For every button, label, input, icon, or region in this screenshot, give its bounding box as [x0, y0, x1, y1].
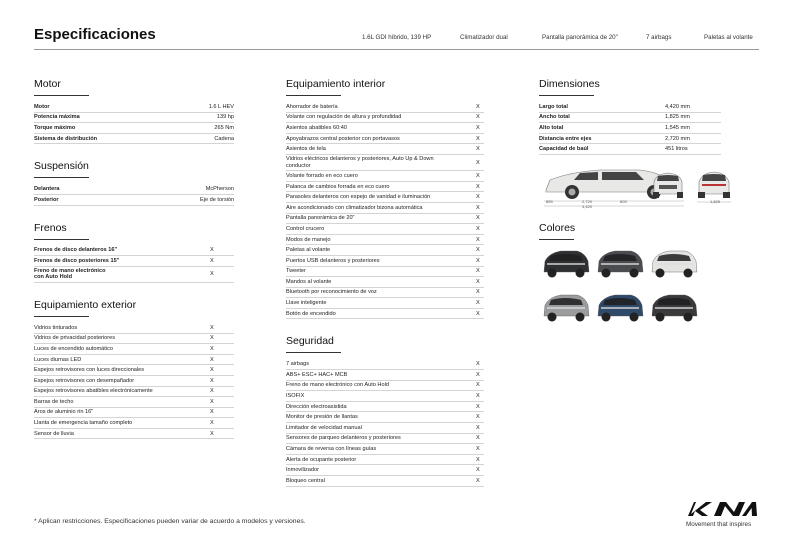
interior-row-value: X — [476, 135, 480, 142]
section-motor — [34, 74, 234, 144]
interior-row-label: Control crucero — [286, 225, 325, 232]
suspension-row-value: Eje de torsión — [200, 196, 235, 203]
interior-row — [286, 256, 484, 267]
seguridad-row-label: Freno de mano electrónico con Auto Hold — [286, 382, 389, 389]
exterior-row-value: X — [210, 377, 214, 384]
interior-row — [286, 134, 484, 145]
seguridad-row — [286, 455, 484, 466]
seguridad-row-label: Alerta de ocupante posterior — [286, 456, 357, 463]
interior-row-label: Llave inteligente — [286, 300, 327, 307]
dimensiones-rows — [539, 102, 721, 155]
seguridad-row-value: X — [476, 467, 480, 474]
seguridad-row — [286, 434, 484, 445]
seguridad-rows — [286, 359, 484, 486]
frenos-row-value: X — [210, 271, 214, 278]
interior-row-value: X — [476, 159, 480, 166]
section-seguridad — [286, 331, 484, 486]
exterior-row — [34, 355, 234, 366]
seguridad-row — [286, 444, 484, 455]
motor-row — [34, 134, 234, 145]
dimensiones-row-label: Capacidad de baúl — [539, 146, 589, 153]
wheelbase-label: 2,720 — [582, 199, 593, 204]
seguridad-row-label: Limitador de velocidad manual — [286, 424, 362, 431]
rear-overhang-label: 805 — [620, 199, 627, 204]
interior-row — [286, 267, 484, 278]
highlight-climate: Climatizador dual — [460, 34, 508, 41]
interior-rows — [286, 102, 484, 319]
exterior-row-value: X — [210, 335, 214, 342]
seguridad-row — [286, 412, 484, 423]
interior-row-value: X — [476, 247, 480, 254]
interior-row — [286, 309, 484, 320]
section-title-suspension: Suspensión — [34, 160, 89, 178]
frenos-row-label: Frenos de disco delanteros 16" — [34, 247, 118, 254]
color-swatch-car — [649, 289, 699, 325]
section-suspension — [34, 156, 234, 205]
tagline: Movement that inspires — [686, 521, 752, 528]
highlight-paddles: Paletas al volante — [704, 34, 753, 41]
exterior-row — [34, 365, 234, 376]
frenos-row-value: X — [210, 257, 214, 264]
interior-row — [286, 171, 484, 182]
interior-row-label: Botón de encendido — [286, 310, 336, 317]
interior-row-value: X — [476, 124, 480, 131]
dimensiones-row — [539, 113, 721, 124]
motor-row — [34, 113, 234, 124]
interior-row-label: Volante forrado en eco cuero — [286, 172, 358, 179]
interior-row-value: X — [476, 268, 480, 275]
exterior-row — [34, 334, 234, 345]
seguridad-row — [286, 370, 484, 381]
seguridad-row-label: ISOFIX — [286, 393, 305, 400]
exterior-row-label: Aros de aluminio rin 16" — [34, 409, 94, 416]
motor-row-label: Motor — [34, 103, 50, 110]
interior-row-label: Bluetooth por reconocimiento de voz — [286, 289, 377, 296]
interior-row — [286, 277, 484, 288]
seguridad-row-value: X — [476, 424, 480, 431]
suspension-row-label: Delantera — [34, 186, 60, 193]
interior-row — [286, 203, 484, 214]
dimensiones-row-value: 1,545 mm — [665, 124, 690, 131]
motor-row-label: Potencia máxima — [34, 114, 80, 121]
exterior-row-label: Luces diurnas LED — [34, 356, 82, 363]
interior-row — [286, 155, 484, 171]
seguridad-row-label: Bloqueo central — [286, 477, 325, 484]
exterior-rows — [34, 323, 234, 440]
section-title-colores: Colores — [539, 222, 574, 240]
frenos-row-label: Freno de mano electrónico con Auto Hold — [34, 267, 106, 281]
motor-row — [34, 123, 234, 134]
exterior-row-label: Vidrios tinturados — [34, 324, 78, 331]
interior-row-label: Tweeter — [286, 268, 306, 275]
frenos-row — [34, 256, 234, 267]
seguridad-row-label: Monitor de presión de llantas — [286, 414, 358, 421]
exterior-row — [34, 429, 234, 440]
section-interior — [286, 74, 484, 319]
interior-row-value: X — [476, 194, 480, 201]
dimensiones-row — [539, 134, 721, 145]
motor-row-label: Torque máximo — [34, 124, 76, 131]
motor-rows — [34, 102, 234, 144]
exterior-row-label: Espejos retrovisores abatibles electrónicamente — [34, 388, 153, 395]
exterior-row-value: X — [210, 409, 214, 416]
exterior-row — [34, 344, 234, 355]
interior-row-label: Asientos de tela — [286, 146, 326, 153]
interior-row-value: X — [476, 310, 480, 317]
section-title-dimensiones: Dimensiones — [539, 78, 594, 96]
interior-row-value: X — [476, 183, 480, 190]
interior-row-label: Modos de manejo — [286, 236, 331, 243]
seguridad-row-label: Sensores de parqueo delanteros y posteriores — [286, 435, 401, 442]
seguridad-row-value: X — [476, 361, 480, 368]
seguridad-row — [286, 476, 484, 487]
interior-row-label: Ahorrador de batería — [286, 103, 338, 110]
total-width-label: 1,825 — [710, 199, 721, 204]
suspension-row-value: McPherson — [205, 186, 234, 193]
seguridad-row-value: X — [476, 477, 480, 484]
dimensiones-row-value: 2,720 mm — [665, 135, 690, 142]
interior-row-value: X — [476, 236, 480, 243]
interior-row-value: X — [476, 289, 480, 296]
color-swatch-car — [541, 245, 591, 281]
footnote: * Aplican restricciones. Especificaciones pueden variar de acuerdo a modelos y versiones. — [34, 518, 306, 525]
page-header — [34, 26, 759, 50]
exterior-row — [34, 418, 234, 429]
frenos-row — [34, 267, 234, 283]
seguridad-row-value: X — [476, 435, 480, 442]
suspension-row — [34, 195, 234, 206]
seguridad-row-value: X — [476, 403, 480, 410]
exterior-row-value: X — [210, 398, 214, 405]
interior-row-label: Pantalla panorámica de 20" — [286, 215, 355, 222]
exterior-row-label: Vidrios de privacidad posteriores — [34, 335, 116, 342]
exterior-row-value: X — [210, 388, 214, 395]
highlight-engine: 1.6L GDI híbrido, 139 HP — [362, 34, 432, 41]
interior-row-value: X — [476, 146, 480, 153]
interior-row — [286, 144, 484, 155]
interior-row — [286, 235, 484, 246]
seguridad-row — [286, 381, 484, 392]
interior-row — [286, 192, 484, 203]
seguridad-row-value: X — [476, 393, 480, 400]
interior-row — [286, 224, 484, 235]
exterior-row-label: Luces de encendido automático — [34, 345, 113, 352]
interior-row — [286, 113, 484, 124]
section-dimensiones — [539, 74, 721, 155]
interior-row-value: X — [476, 172, 480, 179]
seguridad-row-value: X — [476, 382, 480, 389]
section-colores — [539, 218, 574, 246]
dimensiones-row-value: 1,825 mm — [665, 114, 690, 121]
exterior-row-value: X — [210, 430, 214, 437]
highlight-screen: Pantalla panorámica de 20" — [542, 34, 618, 41]
section-title-exterior: Equipamiento exterior — [34, 299, 89, 317]
seguridad-row-label: ABS+ ESC+ HAC+ MCB — [286, 371, 348, 378]
color-swatch-car — [541, 289, 591, 325]
interior-row-label: Paletas al volante — [286, 247, 331, 254]
seguridad-row — [286, 465, 484, 476]
interior-row-label: Puertos USB delanteros y posteriores — [286, 257, 380, 264]
motor-row-value: Cadena — [214, 135, 234, 142]
motor-row-label: Sistema de distribución — [34, 135, 98, 142]
exterior-row-label: Espejos retrovisores con luces direccionales — [34, 367, 145, 374]
front-overhang-label: 855 — [546, 199, 553, 204]
dimensiones-row — [539, 123, 721, 134]
dimensiones-row-value: 4,420 mm — [665, 103, 690, 110]
suspension-row — [34, 184, 234, 195]
seguridad-row-value: X — [476, 371, 480, 378]
page-title: Especificaciones — [34, 26, 156, 43]
section-title-frenos: Frenos — [34, 222, 89, 240]
interior-row-label: Vidrios eléctricos delanteros y posteriores, Auto Up & Down conductor — [286, 155, 434, 169]
section-title-seguridad: Seguridad — [286, 335, 341, 353]
interior-row — [286, 298, 484, 309]
interior-row-label: Apoyabrazos central posterior con portavasos — [286, 135, 400, 142]
seguridad-row — [286, 402, 484, 413]
seguridad-row-label: Dirección electroasistida — [286, 403, 347, 410]
color-swatch-car — [595, 289, 645, 325]
interior-row-value: X — [476, 114, 480, 121]
seguridad-row-label: 7 airbags — [286, 361, 310, 368]
interior-row — [286, 102, 484, 113]
dimensiones-row — [539, 102, 721, 113]
frenos-row-value: X — [210, 247, 214, 254]
exterior-row — [34, 397, 234, 408]
suspension-rows — [34, 184, 234, 205]
seguridad-row-value: X — [476, 446, 480, 453]
section-frenos — [34, 218, 234, 283]
motor-row-value: 265 Nm — [214, 124, 234, 131]
dimensiones-row-label: Alto total — [539, 124, 564, 131]
seguridad-row-value: X — [476, 414, 480, 421]
dimensiones-row-label: Largo total — [539, 103, 568, 110]
exterior-row-label: Llanta de emergencia tamaño completo — [34, 420, 133, 427]
total-length-label: 4,420 — [582, 204, 593, 209]
interior-row-value: X — [476, 257, 480, 264]
dimensiones-row-value: 451 litros — [665, 146, 688, 153]
seguridad-row-value: X — [476, 456, 480, 463]
color-swatch-car — [595, 245, 645, 281]
column-middle — [286, 74, 484, 499]
suspension-row-label: Posterior — [34, 196, 59, 203]
seguridad-row-label: Inmovilizador — [286, 467, 319, 474]
interior-row-value: X — [476, 103, 480, 110]
frenos-row — [34, 246, 234, 257]
seguridad-row — [286, 423, 484, 434]
highlight-airbags: 7 airbags — [646, 34, 672, 41]
interior-row — [286, 245, 484, 256]
seguridad-row — [286, 359, 484, 370]
exterior-row-value: X — [210, 420, 214, 427]
seguridad-row — [286, 391, 484, 402]
interior-row-label: Asientos abatibles 60:40 — [286, 124, 347, 131]
dimensiones-row — [539, 144, 721, 155]
section-title-interior: Equipamiento interior — [286, 78, 341, 96]
interior-row-value: X — [476, 278, 480, 285]
exterior-row-label: Espejos retrovisores con desempañador — [34, 377, 135, 384]
interior-row-value: X — [476, 204, 480, 211]
exterior-row — [34, 387, 234, 398]
frenos-rows — [34, 246, 234, 283]
motor-row-value: 139 hp — [216, 114, 234, 121]
motor-row — [34, 102, 234, 113]
exterior-row — [34, 376, 234, 387]
interior-row-value: X — [476, 300, 480, 307]
exterior-row-value: X — [210, 345, 214, 352]
section-exterior — [34, 295, 234, 440]
interior-row-value: X — [476, 225, 480, 232]
kia-logo — [686, 500, 758, 518]
interior-row — [286, 182, 484, 193]
interior-row-value: X — [476, 215, 480, 222]
exterior-row-value: X — [210, 367, 214, 374]
interior-row-label: Mandos al volante — [286, 278, 332, 285]
interior-row-label: Palanca de cambios forrada en eco cuero — [286, 183, 390, 190]
motor-row-value: 1.6 L HEV — [208, 103, 234, 110]
column-right — [539, 74, 721, 167]
interior-row-label: Parasoles delanteros con espejo de vanidad e iluminación — [286, 194, 431, 201]
exterior-row-value: X — [210, 356, 214, 363]
exterior-row-label: Barras de techo — [34, 398, 74, 405]
interior-row-label: Aire acondicionado con climatizador bizona automática — [286, 204, 423, 211]
frenos-row-label: Frenos de disco posteriores 15" — [34, 257, 120, 264]
interior-row — [286, 288, 484, 299]
interior-row — [286, 214, 484, 225]
section-title-motor: Motor — [34, 78, 89, 96]
car-front-view-diagram — [648, 160, 688, 208]
exterior-row-value: X — [210, 324, 214, 331]
dimensiones-row-label: Distancia entre ejes — [539, 135, 592, 142]
exterior-row — [34, 408, 234, 419]
color-swatch-car — [649, 245, 699, 281]
column-left — [34, 74, 234, 451]
seguridad-row-label: Cámara de reversa con líneas guías — [286, 446, 377, 453]
exterior-row — [34, 323, 234, 334]
interior-row — [286, 123, 484, 134]
exterior-row-label: Sensor de lluvia — [34, 430, 74, 437]
interior-row-label: Volante con regulación de altura y profundidad — [286, 114, 402, 121]
dimensiones-row-label: Ancho total — [539, 114, 570, 121]
